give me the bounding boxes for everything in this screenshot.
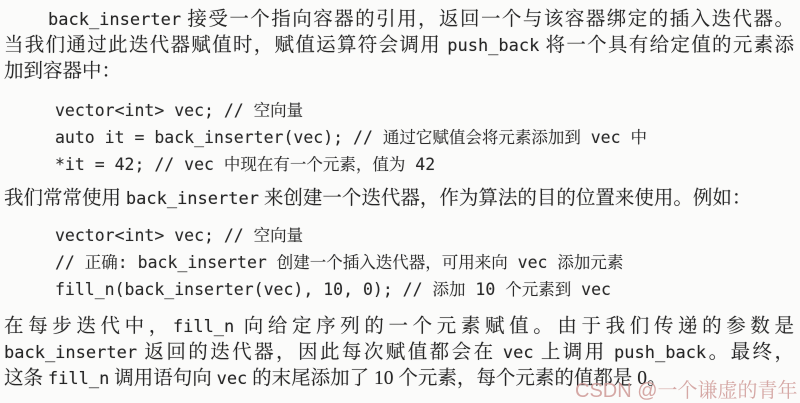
- inline-code-back-inserter: back_inserter: [48, 10, 182, 30]
- paragraph-line: [4, 33, 794, 59]
- text-segment: 上调用: [533, 342, 615, 363]
- inline-code-vec: vec: [502, 343, 534, 363]
- paragraph-line: [4, 7, 794, 33]
- code-block-2: [55, 222, 794, 303]
- text-segment: 调用语句向: [109, 368, 217, 389]
- code-line: // 正确: back_inserter 创建一个插入迭代器，可用来向 vec 添加元素: [55, 253, 624, 272]
- code-line: auto it = back_inserter(vec); // 通过它赋值会将元素添加到 vec 中: [55, 128, 647, 147]
- code-line: fill_n(back_inserter(vec), 10, 0); // 添加 10 个元素到 vec: [55, 280, 611, 299]
- paragraph-usage: [4, 186, 794, 212]
- text-segment: 接受一个指向容器的引用，返回一个与该容器绑定的插入迭代器。: [181, 9, 794, 30]
- text-segment: 向给定序列的一个元素赋值。由于我们传递的参数是: [234, 316, 794, 337]
- text-segment: 在每步迭代中，: [4, 316, 173, 337]
- inline-code-back-inserter: back_inserter: [4, 343, 138, 363]
- code-line: *it = 42; // vec 中现在有一个元素，值为 42: [55, 155, 436, 174]
- inline-code-back-inserter: back_inserter: [125, 189, 259, 209]
- csdn-watermark: CSDN @一个谦虚的青年: [575, 380, 798, 402]
- inline-code-fill-n: fill_n: [47, 369, 110, 389]
- inline-code-fill-n: fill_n: [172, 317, 235, 337]
- code-block-1: [55, 97, 794, 178]
- text-segment: 的末尾添加了 10 个元素，每个元素的值都是 0。: [247, 368, 667, 389]
- paragraph-line: [4, 186, 794, 212]
- text-segment: 这条: [4, 368, 48, 389]
- inline-code-push-back: push_back: [447, 36, 540, 56]
- paragraph-line: [4, 314, 794, 340]
- code-line: vector<int> vec; // 空向量: [55, 101, 304, 120]
- text-segment: 我们常常使用: [4, 188, 126, 209]
- text-segment: 加到容器中：: [4, 61, 122, 82]
- text-segment: 来创建一个迭代器，作为算法的目的位置来使用。例如：: [258, 188, 752, 209]
- inline-code-vec: vec: [216, 369, 248, 389]
- text-segment: 返回的迭代器，因此每次赋值都会在: [137, 342, 503, 363]
- inline-code-push-back: push_back: [614, 343, 707, 363]
- code-line: vector<int> vec; // 空向量: [55, 226, 304, 245]
- paragraph-intro: [4, 7, 794, 85]
- text-segment: 将一个具有给定值的元素添: [539, 35, 794, 56]
- paragraph-line: [4, 59, 794, 85]
- text-segment: 。最终，: [706, 342, 794, 363]
- paragraph-line: [4, 340, 794, 366]
- text-segment: 当我们通过此迭代器赋值时，赋值运算符会调用: [4, 35, 448, 56]
